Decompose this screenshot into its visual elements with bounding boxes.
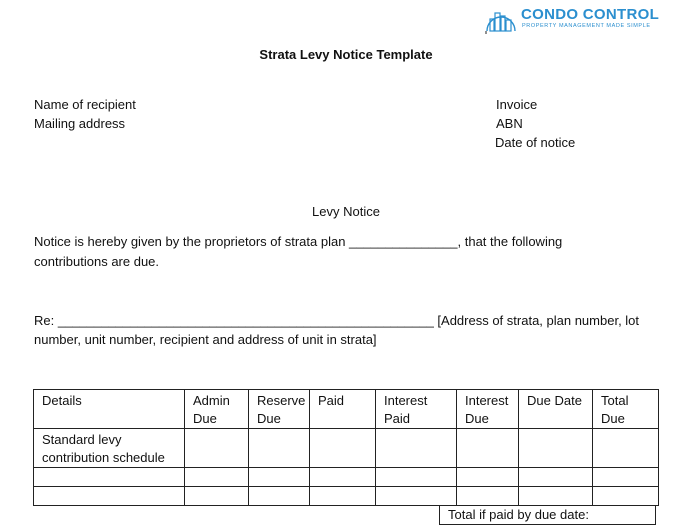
table-cell[interactable] xyxy=(249,468,310,487)
total-due-box: Total if paid by due date: xyxy=(439,505,656,525)
logo-tagline: PROPERTY MANAGEMENT MADE SIMPLE xyxy=(522,23,651,29)
re-text-line-1: Re: ____________________________________________________ [Address of strata, plan number, lot xyxy=(34,313,640,328)
levy-notice-heading: Levy Notice xyxy=(312,204,380,219)
table-cell[interactable] xyxy=(519,429,593,468)
invoice-label: Invoice xyxy=(496,97,538,112)
table-header-cell: Details xyxy=(34,390,185,429)
table-cell[interactable] xyxy=(310,429,376,468)
table-row xyxy=(34,429,659,468)
table-cell[interactable] xyxy=(593,468,659,487)
table-cell[interactable] xyxy=(519,487,593,506)
table-cell[interactable] xyxy=(34,487,185,506)
table-row xyxy=(34,487,659,506)
city-skyline-icon xyxy=(484,4,518,34)
document-title: Strata Levy Notice Template xyxy=(259,47,433,62)
mailing-address-label: Mailing address xyxy=(34,116,126,131)
table-cell[interactable] xyxy=(457,487,519,506)
table-cell[interactable] xyxy=(376,487,457,506)
table-header-cell: Interest Due xyxy=(457,390,519,429)
table-header-row xyxy=(34,390,659,429)
table-cell[interactable] xyxy=(376,429,457,468)
notice-text-line-1: Notice is hereby given by the proprietors of strata plan _______________, that the following xyxy=(34,234,563,249)
table-cell[interactable] xyxy=(593,429,659,468)
table-cell[interactable] xyxy=(593,487,659,506)
condo-control-logo xyxy=(484,4,690,34)
notice-text-line-2: contributions are due. xyxy=(34,254,160,269)
table-header-cell: Interest Paid xyxy=(376,390,457,429)
table-cell[interactable] xyxy=(185,429,249,468)
table-cell[interactable] xyxy=(249,429,310,468)
table-cell[interactable] xyxy=(376,468,457,487)
table-cell[interactable] xyxy=(185,468,249,487)
abn-label: ABN xyxy=(496,116,523,131)
table-cell[interactable] xyxy=(519,468,593,487)
table-header-cell: Total Due xyxy=(593,390,659,429)
notice-date-label: Date of notice xyxy=(495,135,576,150)
table-cell[interactable] xyxy=(310,468,376,487)
table-header-cell: Paid xyxy=(310,390,376,429)
table-cell[interactable] xyxy=(457,468,519,487)
table-header-cell: Admin Due xyxy=(185,390,249,429)
table-cell[interactable] xyxy=(249,487,310,506)
table-header-cell: Due Date xyxy=(519,390,593,429)
recipient-name-label: Name of recipient xyxy=(34,97,136,112)
logo-name: CONDO CONTROL xyxy=(521,6,660,23)
table-cell[interactable] xyxy=(457,429,519,468)
table-cell[interactable] xyxy=(185,487,249,506)
table-cell[interactable] xyxy=(310,487,376,506)
levy-table xyxy=(33,389,659,506)
re-text-line-2: number, unit number, recipient and address of unit in strata] xyxy=(34,332,377,347)
table-row xyxy=(34,468,659,487)
table-cell[interactable] xyxy=(34,468,185,487)
table-header-cell: Reserve Due xyxy=(249,390,310,429)
standard-levy-cell: Standard levy contribution schedule xyxy=(34,429,185,468)
